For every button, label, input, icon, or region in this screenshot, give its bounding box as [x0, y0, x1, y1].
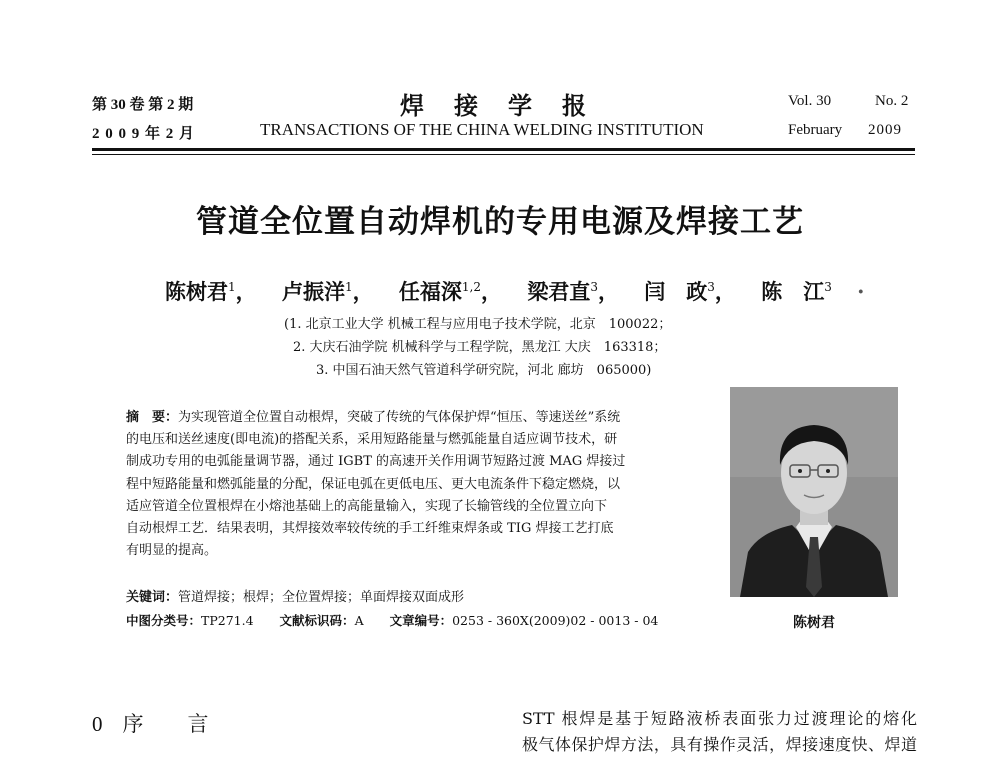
keywords-text: 管道焊接；根焊；全位置焊接；单面焊接双面成形: [178, 590, 465, 605]
keywords-label: 关键词：: [126, 590, 179, 605]
author: 闫 政$^3$，: [644, 279, 736, 304]
volume-en: Vol. 30: [788, 93, 832, 109]
abstract-line: 的电压和送丝速度(即电流)的搭配关系，采用短路能量与燃弧能量自适应调节技术，研: [126, 432, 618, 448]
section-heading: [92, 708, 209, 738]
author: 陈 江$^3$: [761, 279, 832, 304]
author-list: [165, 276, 864, 306]
author: 任福深$^{1,2}$，: [398, 279, 502, 304]
year-en: 2009: [868, 122, 902, 138]
affiliation-3: 3. 中国石油天然气管道科学研究院，河北 廊坊 065000): [316, 363, 652, 378]
abstract-line: 为实现管道全位置自动根焊，突破了传统的气体保护焊“恒压、等速送丝”系统: [178, 410, 621, 425]
abstract-label: 摘 要：: [126, 410, 179, 425]
doc-code-label: 文献标识码：: [279, 613, 355, 628]
abstract-line: 适应管道全位置根焊在小熔池基础上的高能量输入，实现了长输管线的全位置立向下: [126, 498, 608, 514]
body-line: 极气体保护焊方法，具有操作灵活，焊接速度快、焊道: [522, 735, 917, 754]
body-text: [522, 706, 917, 758]
stray-dot-mark: ·: [857, 279, 865, 304]
affiliation-1: (1. 北京工业大学 机械工程与应用电子技术学院，北京 100022；: [284, 317, 672, 332]
journal-name-en: TRANSACTIONS OF THE CHINA WELDING INSTITUTION: [260, 120, 704, 139]
abstract: [126, 407, 702, 562]
article-no-value: 0253 - 360X(2009)02 - 0013 - 04: [452, 613, 659, 628]
abstract-line: 自动根焊工艺．结果表明，其焊接效率较传统的手工纤维束焊条或 TIG 焊接工艺打底: [126, 521, 614, 537]
doc-code-value: A: [354, 613, 364, 628]
paper-title: 管道全位置自动焊机的专用电源及焊接工艺: [196, 204, 804, 240]
header-rule-thick: [92, 148, 915, 151]
clc-label: 中图分类号：: [126, 613, 202, 628]
keywords: [126, 586, 464, 605]
abstract-line: 程中短路能量和燃弧能量的分配，保证电弧在更低电压、更大电流条件下稳定燃烧，以: [126, 476, 621, 492]
month-en: February: [788, 122, 843, 138]
abstract-line: 有明显的提高。: [126, 543, 218, 559]
author: 梁君直$^3$，: [527, 279, 619, 304]
publication-date-cn: 2 0 0 9 年 2 月: [92, 126, 196, 142]
journal-name-cn: 焊接学报: [400, 91, 616, 120]
author-portrait-image: [730, 387, 898, 597]
issue-en: No. 2: [875, 93, 909, 109]
body-line: STT 根焊是基于短路液桥表面张力过渡理论的熔化: [522, 709, 917, 728]
abstract-line: 制成功专用的电弧能量调节器，通过 IGBT 的高速开关作用调节短路过渡 MAG 焊接过: [126, 454, 626, 470]
clc-value: TP271.4: [201, 613, 254, 628]
author: 卢振洋$^1$，: [281, 279, 374, 304]
photo-caption: 陈树君: [793, 615, 835, 631]
article-no-label: 文章编号：: [389, 613, 453, 628]
section-number: 0: [92, 712, 103, 736]
classification-line: [126, 611, 658, 629]
author-photo: [730, 387, 898, 597]
header-rule-thin: [92, 154, 915, 155]
author: 陈树君$^1$，: [165, 279, 257, 304]
volume-issue: 第 30 卷 第 2 期: [92, 97, 194, 113]
section-title-char: 序: [122, 712, 144, 736]
section-title-char: 言: [187, 712, 209, 736]
affiliation-2: 2. 大庆石油学院 机械科学与工程学院，黑龙江 大庆 163318；: [293, 340, 667, 355]
